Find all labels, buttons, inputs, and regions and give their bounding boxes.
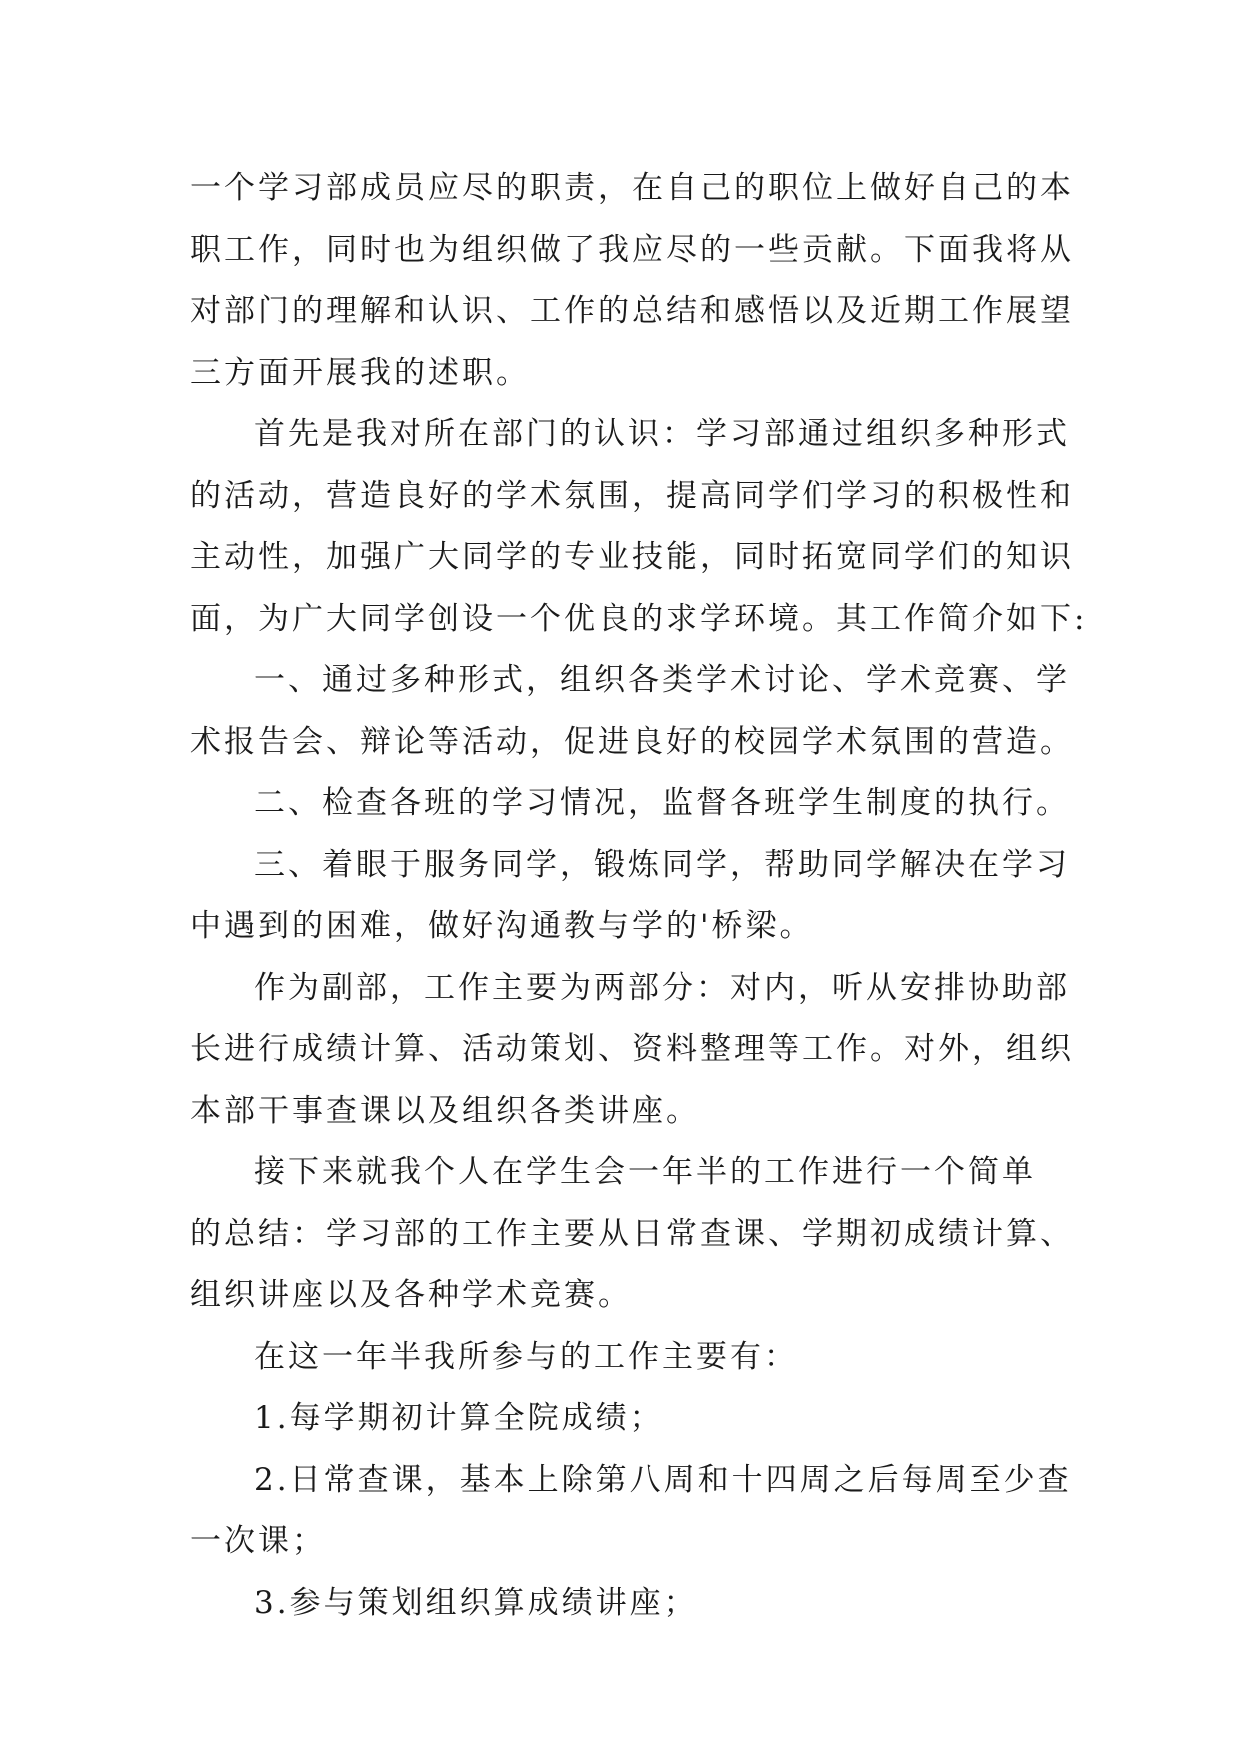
text-line: 长进行成绩计算、活动策划、资料整理等工作。对外，组织: [190, 1031, 1074, 1067]
text-line: 一个学习部成员应尽的职责，在自己的职位上做好自己的本: [190, 170, 1074, 206]
text-line: 接下来就我个人在学生会一年半的工作进行一个简单: [254, 1154, 1036, 1190]
list-item: 3.参与策划组织算成绩讲座；: [254, 1584, 698, 1621]
text-line: 本部干事查课以及组织各类讲座。: [190, 1092, 700, 1129]
text-line: 中遇到的困难，做好沟通教与学的'桥梁。: [190, 908, 814, 944]
text-line: 作为副部，工作主要为两部分：对内，听从安排协助部: [254, 969, 1070, 1006]
text-line: 主动性，加强广大同学的专业技能，同时拓宽同学们的知识: [190, 539, 1074, 575]
document-body: [190, 158, 1088, 1634]
text-line: 一次课；: [190, 1523, 326, 1559]
text-line: 在这一年半我所参与的工作主要有：: [254, 1338, 798, 1375]
text-line: 组织讲座以及各种学术竞赛。: [190, 1277, 632, 1313]
text-line: 首先是我对所在部门的认识：学习部通过组织多种形式: [254, 416, 1070, 452]
text-line: 面，为广大同学创设一个优良的求学环境。其工作简介如下:: [190, 600, 1088, 637]
list-item: 1.每学期初计算全院成绩；: [254, 1400, 664, 1436]
text-line: 三方面开展我的述职。: [190, 354, 530, 391]
text-line: 二、检查各班的学习情况，监督各班学生制度的执行。: [254, 785, 1070, 821]
text-line: 的总结：学习部的工作主要从日常查课、学期初成绩计算、: [190, 1215, 1074, 1252]
text-line: 一、通过多种形式，组织各类学术讨论、学术竞赛、学: [254, 662, 1070, 698]
text-line: 三、着眼于服务同学，锻炼同学，帮助同学解决在学习: [254, 846, 1070, 883]
list-item: 2.日常查课，基本上除第八周和十四周之后每周至少查: [254, 1461, 1072, 1498]
text-line: 职工作，同时也为组织做了我应尽的一些贡献。下面我将从: [190, 231, 1074, 268]
text-line: 术报告会、辩论等活动，促进良好的校园学术氛围的营造。: [190, 723, 1074, 760]
text-line: 对部门的理解和认识、工作的总结和感悟以及近期工作展望: [190, 293, 1074, 329]
text-line: 的活动，营造良好的学术氛围，提高同学们学习的积极性和: [190, 477, 1074, 514]
